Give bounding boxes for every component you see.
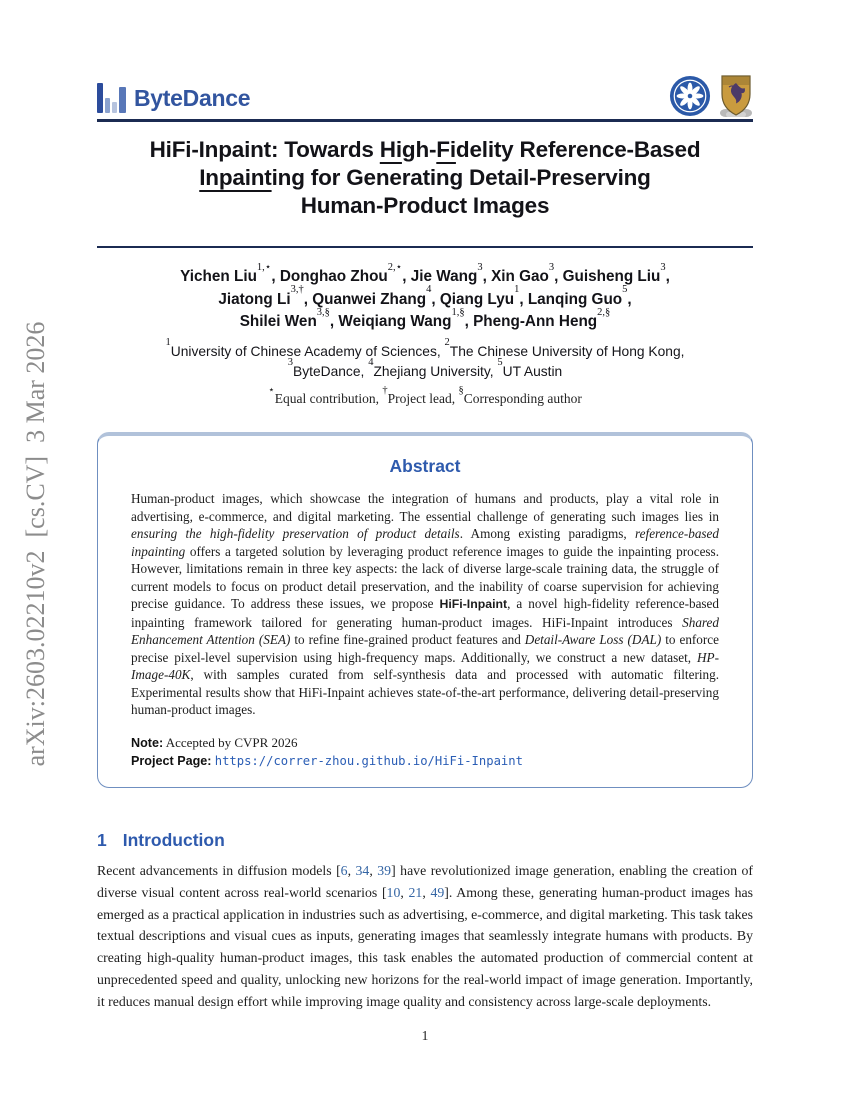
affiliation-list: [97, 337, 753, 381]
note-text: Accepted by CVPR 2026: [165, 734, 298, 750]
abstract-segment: HiFi-Inpaint: [439, 597, 508, 611]
author: Jie Wang$^3$,: [410, 261, 492, 285]
project-page-link[interactable]: https://correr-zhou.github.io/HiFi-Inpaint: [214, 754, 523, 768]
note-line: [131, 734, 719, 753]
author: Quanwei Zhang$^4$,: [312, 284, 440, 308]
header: [97, 78, 753, 118]
citation-link[interactable]: 6: [340, 863, 348, 878]
ucas-logo: [669, 75, 711, 122]
author: Xin Gao$^3$,: [491, 261, 563, 285]
affiliation: $^4$Zhejiang University,: [368, 356, 498, 379]
abstract-notes: [131, 734, 719, 771]
footnote-item: †Project lead,: [382, 384, 459, 406]
author: Lanqing Guo$^5$,: [527, 284, 632, 308]
abstract-text: [131, 490, 719, 719]
author: Yichen Liu$^{1,⋆}$,: [180, 261, 280, 285]
intro-segment: ]. Among these, generating human-product images has emerged as a practical application in industries such as advertising, e-commerce, and digital marketing. This task takes textual descriptions and visual cues as inputs, generating images that seamlessly integrate humans with products. By creating high-quality human-product images, this task enables the automated production of commercial content at unprecedented speed and quality, unlocking new horizons for the real-world impact of image generation. Importantly, it reduces manual design effort while improving image quality and consistency across large-scale deployments.: [97, 884, 754, 1009]
footnote-item: ⋆Equal contribution,: [268, 384, 383, 406]
introduction-paragraph: [97, 860, 753, 1013]
citation-link[interactable]: 39: [377, 863, 392, 878]
author: Qiang Lyu$^1$,: [439, 284, 528, 308]
intro-segment: ,: [347, 863, 356, 878]
header-rule: [97, 119, 753, 122]
abstract-segment: HP-Image-40K: [131, 649, 719, 682]
title-rule: [97, 246, 753, 248]
author-line-1: [97, 261, 753, 289]
abstract-segment: ensuring the high-fidelity preservation of product details: [131, 526, 460, 541]
intro-segment: ] have revolutionized image generation, enabling the creation of diverse visual content across real-world scenarios [: [97, 863, 754, 900]
contribution-footnote: [97, 384, 753, 407]
arxiv-sidebar-text: arXiv:2603.02210v2 [cs.CV] 3 Mar 2026: [21, 321, 50, 767]
citation-link[interactable]: 21: [408, 884, 423, 900]
abstract-segment: . Among existing paradigms,: [459, 526, 636, 541]
author: Pheng-Ann Heng$^{2,\S}$: [473, 306, 611, 330]
section-heading-introduction: [97, 830, 225, 851]
abstract-segment: Detail-Aware Loss (DAL): [524, 632, 662, 647]
author: Donghao Zhou$^{2,⋆}$,: [279, 261, 411, 285]
abstract-segment: to enforce precise pixel-level supervision using high-frequency maps. Additionally, we construct a new dataset,: [131, 632, 720, 665]
affiliation: $^2$The Chinese University of Hong Kong,: [444, 337, 685, 359]
paper-title: [97, 136, 753, 220]
bytedance-wordmark: ByteDance: [134, 84, 251, 111]
project-page-label: Project Page:: [131, 754, 212, 768]
author: Jiatong $Li^{3,\dagger}$,: [218, 284, 313, 308]
abstract-segment: to refine fine-grained product features and: [290, 632, 525, 647]
intro-segment: ,: [400, 884, 409, 900]
title-line-1: HiFi-Inpaint: Towards High-Fidelity Reference-Based: [149, 137, 701, 162]
abstract-segment: Human-product images, which showcase the integration of humans and products, play a vital role in advertising, e-commerce, and digital marketing. The essential challenge of generating such images lies in: [131, 491, 719, 524]
affiliation-line-1: [97, 337, 753, 362]
bytedance-logo: [97, 83, 250, 113]
footnote-item: §Corresponding author: [458, 384, 582, 406]
page-number: 1: [421, 1028, 429, 1043]
project-page-line: [131, 752, 719, 771]
affiliation: $^3$ByteDance,: [287, 356, 369, 379]
author: Shilei Wen$^{3,\S}$,: [239, 306, 339, 330]
abstract-segment: Shared Enhancement Attention (SEA): [131, 614, 719, 647]
bytedance-bars-icon: [97, 83, 126, 113]
intro-segment: Recent advancements in diffusion models [: [97, 863, 341, 878]
title-line-3: Human-Product Images: [300, 193, 550, 218]
intro-segment: ,: [422, 884, 431, 900]
section-title: Introduction: [122, 830, 225, 850]
author-line-3: [97, 306, 753, 334]
author-list: [97, 261, 753, 334]
author: Guisheng Liu$^3$,: [562, 261, 670, 285]
title-line-2: Inpainting for Generating Detail-Preserving: [199, 165, 651, 190]
abstract-box: [97, 432, 753, 788]
author: Weiqiang Wang$^{1,\S}$,: [338, 306, 474, 330]
abstract-segment: , a novel high-fidelity reference-based inpainting framework tailored for generating human-product images. HiFi-Inpaint introduces: [131, 596, 719, 630]
affiliation-line-2: [97, 356, 753, 382]
abstract-segment: reference-based inpainting: [131, 526, 719, 559]
section-number: 1: [97, 830, 107, 850]
abstract-heading: Abstract: [389, 456, 461, 476]
intro-segment: ,: [369, 863, 378, 878]
citation-link[interactable]: 10: [386, 884, 401, 900]
author-line-2: [97, 284, 753, 312]
abstract-segment: , with samples curated from self-synthesis data and processed with automatic filtering. Experimental results show that HiFi-Inpaint achieves state-of-the-art performance, delivering detail-preserving human-product images.: [131, 667, 719, 717]
institution-logos: [669, 74, 753, 123]
citation-link[interactable]: 34: [355, 863, 370, 878]
affiliation: $^5$UT Austin: [497, 356, 563, 379]
note-label: Note:: [131, 735, 164, 750]
abstract-segment: offers a targeted solution by leveraging product reference images to guide the inpainting process. However, limitations remain in three key aspects: the lack of diverse large-scale training data, the struggle of current models to focus on product detail preservation, and the inability of coarse supervision for achieving precise guidance. To address these issues, we propose: [131, 543, 719, 611]
affiliation: $^1$University of Chinese Academy of Sciences,: [165, 337, 445, 359]
cuhk-logo: [719, 74, 753, 123]
citation-link[interactable]: 49: [430, 884, 445, 900]
